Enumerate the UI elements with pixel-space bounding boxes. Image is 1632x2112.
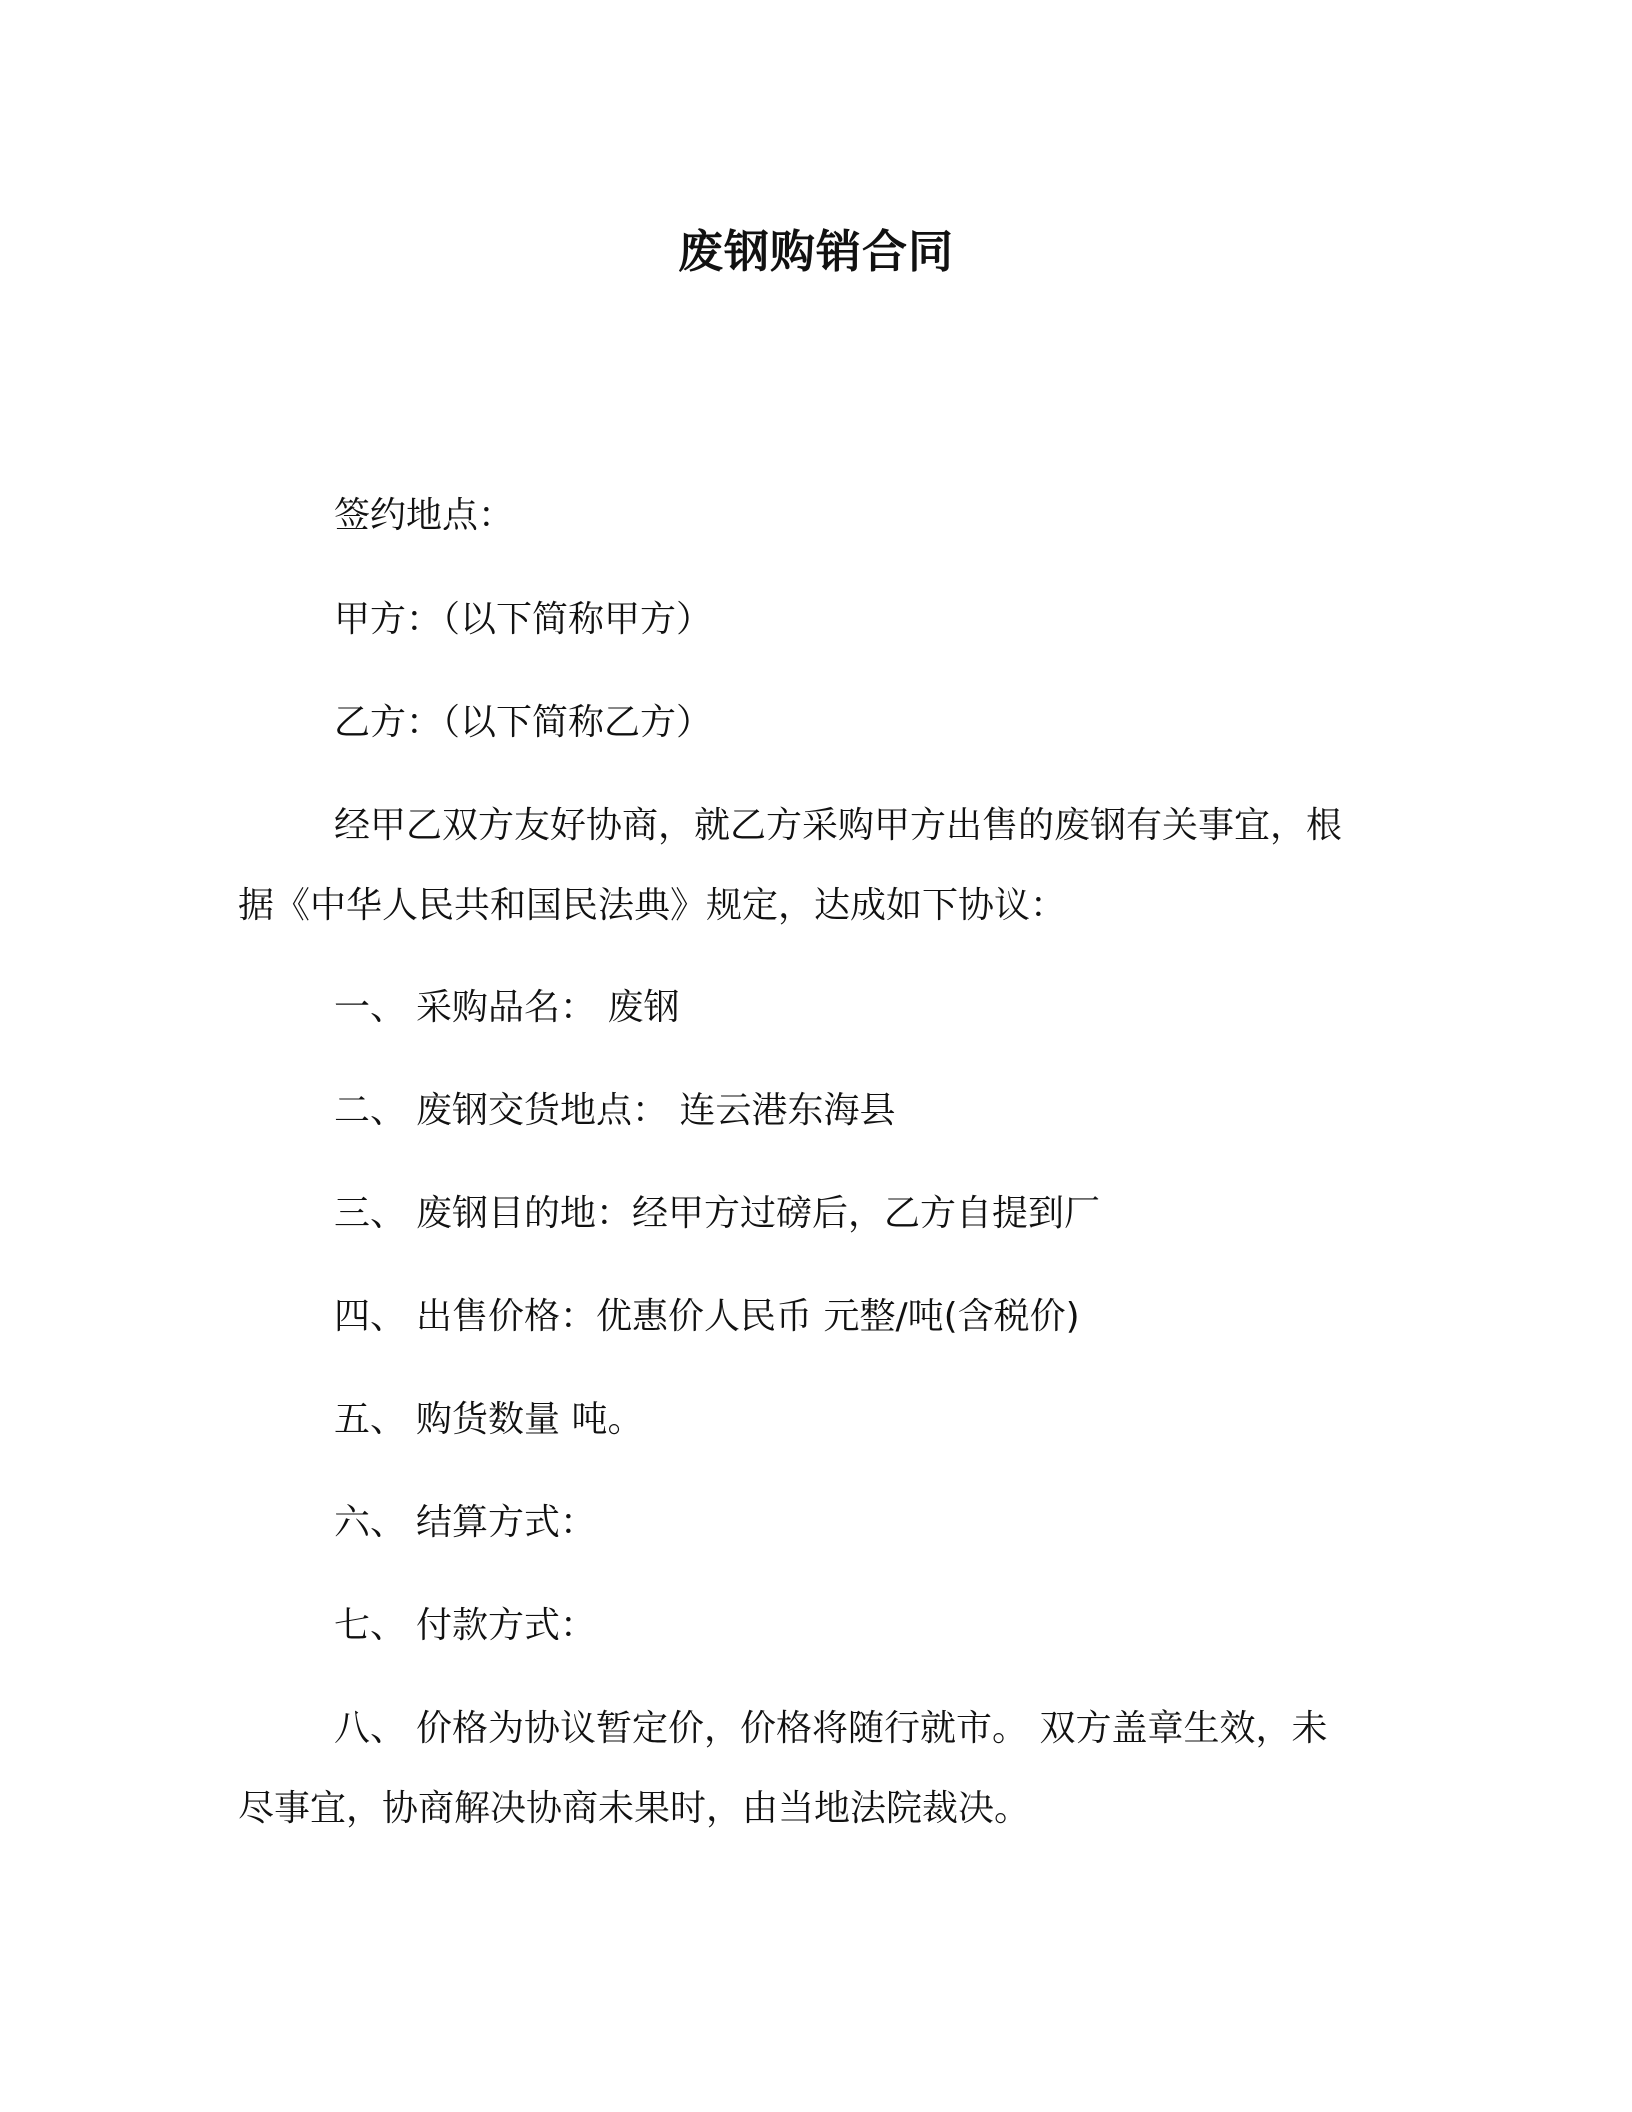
clause-text: 废钢目的地：经甲方过磅后，乙方自提到厂 (416, 1193, 1101, 1234)
clause-number: 五、 (334, 1399, 407, 1440)
clause-number: 三、 (334, 1193, 407, 1234)
intro-paragraph (238, 800, 1398, 932)
clause-number: 二、 (334, 1090, 407, 1131)
clause-7 (238, 1600, 1494, 1652)
clause-8 (238, 1703, 1398, 1835)
clause-text: 出售价格：优惠价人民币 元整/吨(含税价) (416, 1296, 1080, 1337)
clause-text: 购货数量 吨。 (416, 1399, 644, 1440)
clause-8-line-2: 尽事宜，协商解决协商未果时，由当地法院裁决。 (238, 1788, 1031, 1829)
party-a-field: 甲方：（以下简称甲方） (334, 599, 713, 640)
clause-8-line-1 (238, 1703, 1398, 1755)
clause-3 (238, 1188, 1494, 1240)
clause-5 (238, 1394, 1494, 1446)
intro-line-1: 经甲乙双方友好协商，就乙方采购甲方出售的废钢有关事宜，根 (334, 805, 1343, 846)
clause-number: 六、 (334, 1502, 407, 1543)
clause-text: 价格为协议暂定价，价格将随行就市。 双方盖章生效，未 (416, 1708, 1328, 1749)
clause-4 (238, 1291, 1494, 1343)
clause-number: 一、 (334, 987, 407, 1028)
clause-text: 结算方式： (416, 1502, 597, 1543)
clause-text: 废钢交货地点： 连云港东海县 (416, 1090, 896, 1131)
clause-number: 八、 (334, 1708, 407, 1749)
clause-1 (238, 982, 1494, 1034)
clause-number: 四、 (334, 1296, 407, 1337)
clause-text: 采购品名： 废钢 (416, 987, 680, 1028)
clause-number: 七、 (334, 1605, 407, 1646)
intro-line-2: 据《中华人民共和国民法典》规定，达成如下协议： (238, 885, 1067, 926)
party-b-field: 乙方：（以下简称乙方） (334, 702, 713, 743)
clause-2 (238, 1085, 1494, 1137)
signing-place-field: 签约地点： (334, 495, 515, 536)
document-title: 废钢购销合同 (677, 225, 954, 278)
clause-text: 付款方式： (416, 1605, 597, 1646)
clause-6 (238, 1497, 1494, 1549)
